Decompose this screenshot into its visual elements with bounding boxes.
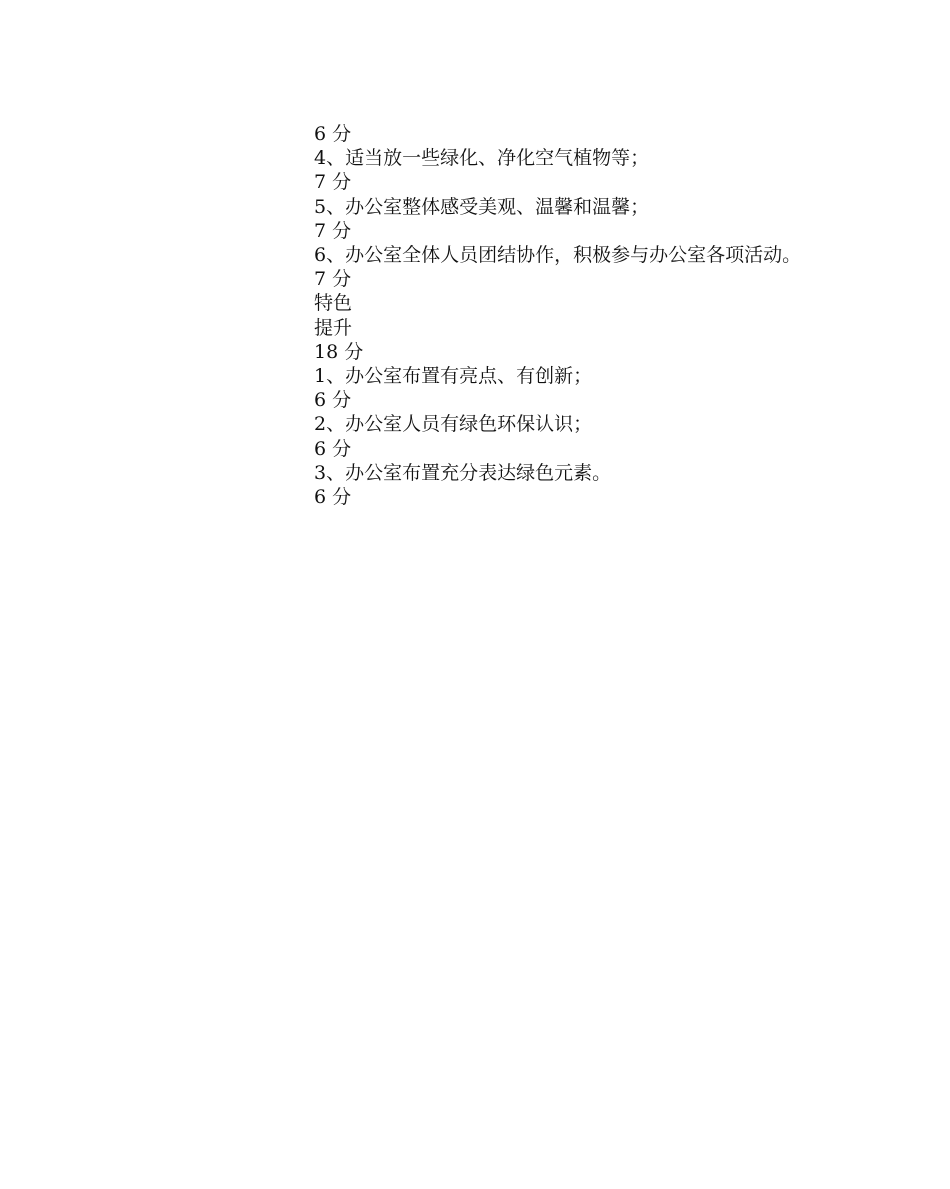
text-line: 1、办公室布置有亮点、有创新； — [314, 365, 593, 388]
text-line: 6 分 — [314, 389, 352, 412]
text-line: 5、办公室整体感受美观、温馨和温馨； — [314, 195, 650, 218]
text-line: 7 分 — [314, 171, 352, 194]
text-line: 6 分 — [314, 486, 352, 509]
document-body — [140, 122, 820, 509]
text-line: 7 分 — [314, 268, 352, 291]
text-paragraph: 6、办公室全体人员团结协作，积极参与办公室各项活动。 — [314, 244, 802, 267]
text-line: 6 分 — [314, 437, 352, 460]
text-line: 18 分 — [314, 340, 364, 363]
text-line: 特色 — [314, 292, 353, 315]
text-line: 4、适当放一些绿化、净化空气植物等； — [314, 147, 650, 170]
text-line: 2、办公室人员有绿色环保认识； — [314, 413, 593, 436]
text-line: 3、办公室布置充分表达绿色元素。 — [314, 461, 612, 484]
text-line: 提升 — [314, 316, 353, 339]
text-line: 7 分 — [314, 219, 352, 242]
text-line: 6 分 — [314, 123, 352, 145]
